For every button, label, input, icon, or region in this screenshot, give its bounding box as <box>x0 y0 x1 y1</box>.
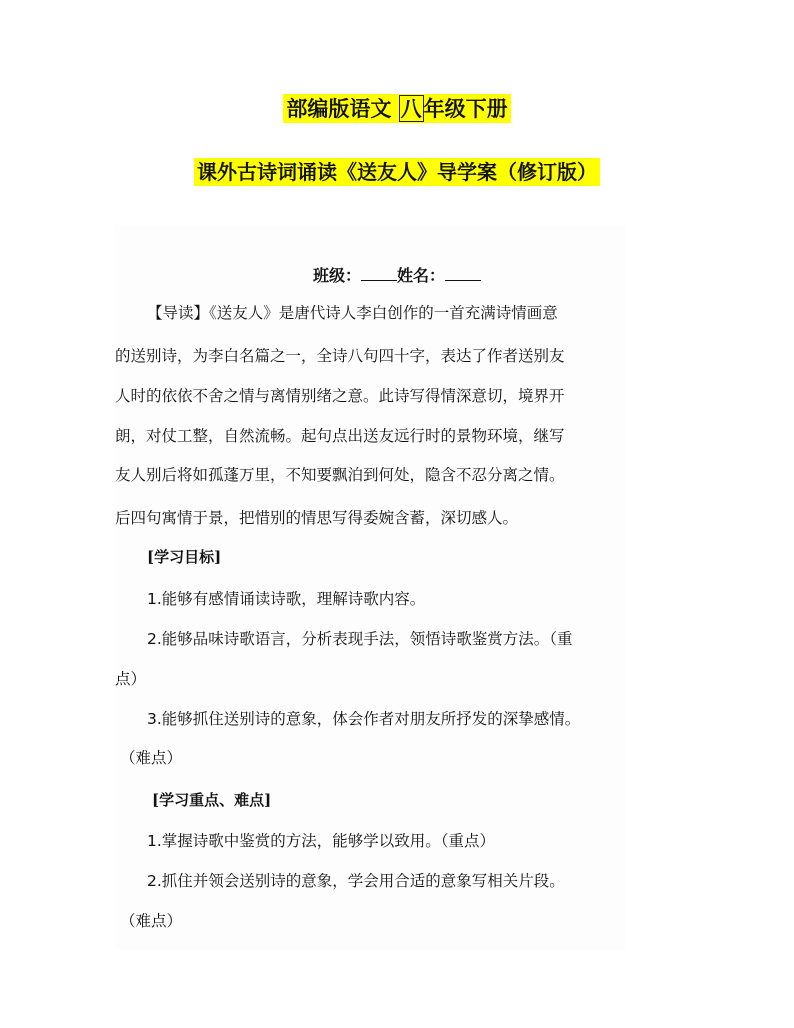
class-label: 班级： <box>312 266 361 285</box>
goal-item: 1.能够有感情诵读诗歌，理解诗歌内容。 <box>147 590 426 608</box>
intro-line: 后四句寓情于景，把惜别的情思写得委婉含蓄，深切感人。 <box>115 509 519 527</box>
goals-heading: [学习目标] <box>147 548 222 566</box>
goal-item: 3.能够抓住送别诗的意象，体会作者对朋友所抒发的深挚感情。 <box>147 710 581 728</box>
page-subtitle <box>0 160 794 185</box>
subtitle-text: 课外古诗词诵读《送友人》导学案（修订版） <box>194 158 600 186</box>
class-name-line <box>0 263 794 286</box>
goal-item-cont: 点） <box>115 670 147 688</box>
class-blank[interactable] <box>361 266 397 281</box>
title-grade-box: 八 <box>400 96 422 121</box>
goal-item-cont: （难点） <box>120 749 183 767</box>
keypoint-item: 1.掌握诗歌中鉴赏的方法，能够学以致用。（重点） <box>147 832 496 850</box>
name-label: 姓名： <box>397 266 446 285</box>
title-part2: 年级下册 <box>423 96 508 121</box>
keypoints-heading: [学习重点、难点] <box>152 791 272 809</box>
title-highlight <box>283 94 510 123</box>
title-part1: 部编版语文 <box>286 96 392 121</box>
page-title <box>0 96 794 122</box>
intro-line: 【导读】《送友人》是唐代诗人李白创作的一首充满诗情画意 <box>147 304 558 322</box>
keypoint-item: 2.抓住并领会送别诗的意象，学会用合适的意象写相关片段。 <box>147 872 565 890</box>
goal-item: 2.能够品味诗歌语言，分析表现手法，领悟诗歌鉴赏方法。（重 <box>147 630 573 648</box>
intro-line: 的送别诗，为李白名篇之一，全诗八句四十字，表达了作者送别友 <box>115 347 565 365</box>
intro-line: 朗，对仗工整，自然流畅。起句点出送友远行时的景物环境，继写 <box>115 427 565 445</box>
keypoint-item-cont: （难点） <box>120 912 183 930</box>
intro-line: 人时的依依不舍之情与离情别绪之意。此诗写得情深意切，境界开 <box>115 387 565 405</box>
intro-line: 友人别后将如孤蓬万里，不知要飘泊到何处，隐含不忍分离之情。 <box>115 466 565 484</box>
name-blank[interactable] <box>445 266 481 281</box>
